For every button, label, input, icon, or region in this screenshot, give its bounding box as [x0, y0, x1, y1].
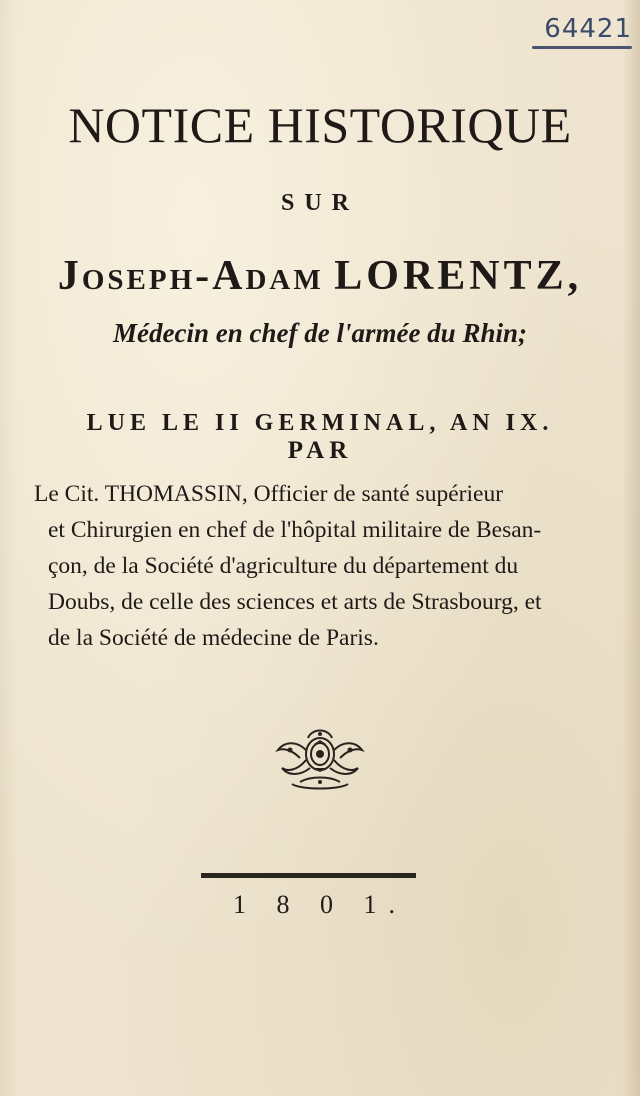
subject-surname: LORENTZ, [334, 253, 583, 299]
reading-date: LUE LE II GERMINAL, AN IX. [86, 410, 554, 436]
page-title: NOTICE HISTORIQUE [68, 97, 572, 153]
subject-given-name: Joseph-Adam [57, 253, 324, 299]
author-line: de la Société de médecine de Paris. [48, 625, 379, 651]
printers-ornament-icon [270, 720, 370, 792]
publication-year: 1 8 0 1. [233, 890, 407, 919]
sur-heading: SUR [280, 190, 359, 216]
par-heading: PAR [287, 437, 353, 464]
author-description [34, 476, 616, 656]
author-line: et Chirurgien en chef de l'hôpital militaire de Besan- [48, 517, 542, 543]
subject-role: Médecin en chef de l'armée du Rhin; [113, 318, 527, 348]
author-line: çon, de la Société d'agriculture du département du [48, 553, 519, 579]
shelfmark-annotation: 64421 [544, 14, 632, 44]
subject-name [0, 252, 640, 300]
horizontal-rule [201, 873, 416, 878]
author-line: Le Cit. THOMASSIN, Officier de santé supérieur [34, 481, 504, 507]
author-line: Doubs, de celle des sciences et arts de Strasbourg, et [48, 589, 542, 615]
shelfmark-underline [532, 46, 632, 49]
